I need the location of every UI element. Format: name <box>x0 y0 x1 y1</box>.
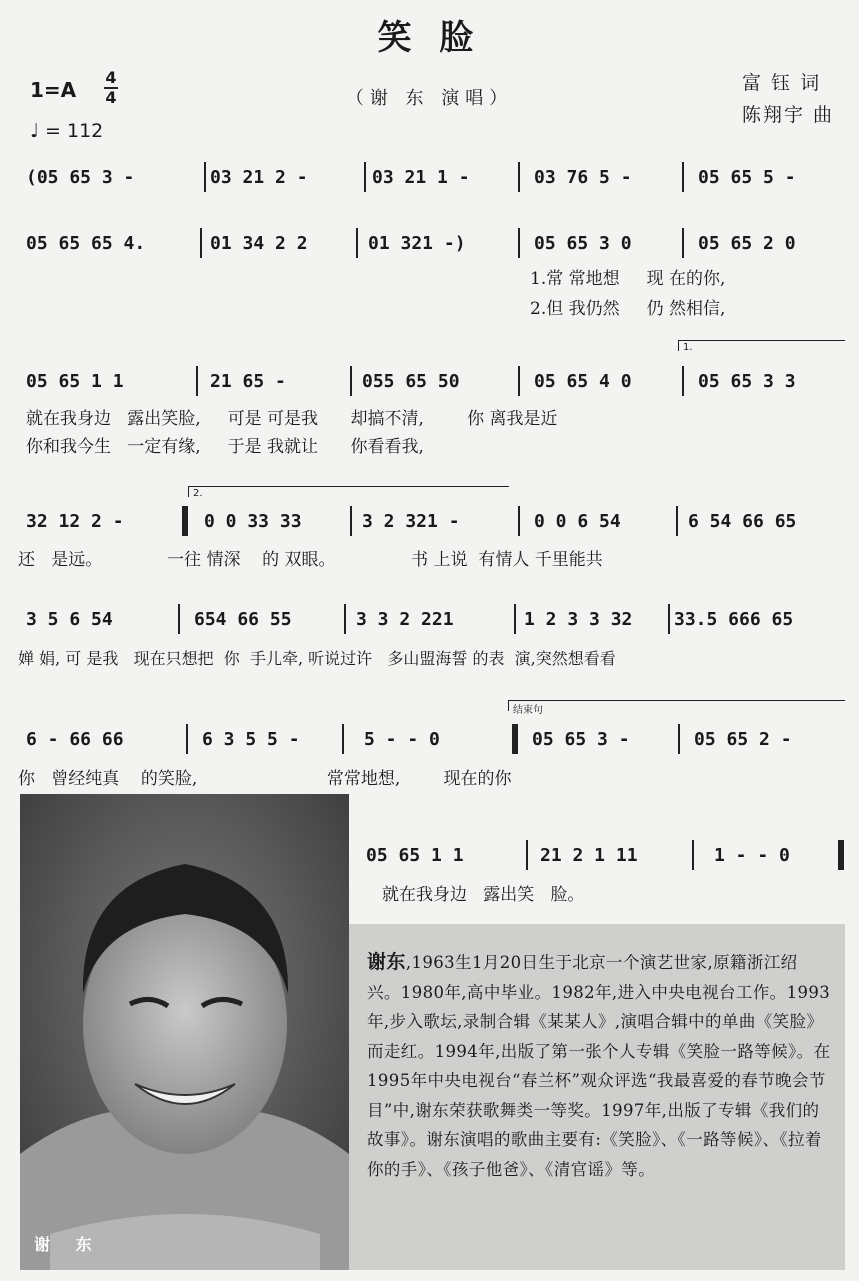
measure: 33.5 666 65 <box>674 608 794 630</box>
score-row <box>18 162 842 192</box>
measure: 21 65 - <box>210 370 286 392</box>
measure: 05 65 3 3 <box>698 370 796 392</box>
singer-credit: （谢 东 演唱） <box>345 88 514 109</box>
measure: 05 65 65 4. <box>26 232 146 254</box>
measure: 654 66 55 <box>194 608 292 630</box>
measure: 3 2 321 - <box>362 510 460 532</box>
quarter-note-icon: ♩ <box>30 120 39 142</box>
measure: 6 - 66 66 <box>26 728 124 750</box>
lyric-line: 你和我今生 一定有缘, 于是 我就让 你看看我, <box>26 437 424 457</box>
measure: 0 0 6 54 <box>534 510 621 532</box>
lyric-line: 1.常 常地想 现 在的你, <box>530 269 726 289</box>
composer-credit: 陈翔宇 曲 <box>742 104 835 126</box>
measure: 03 76 5 - <box>534 166 632 188</box>
measure: 03 21 1 - <box>372 166 470 188</box>
score-row <box>360 840 850 870</box>
time-signature: 4 4 <box>105 68 117 107</box>
measure: 21 2 1 11 <box>540 844 638 866</box>
measure: 5 - - 0 <box>364 728 440 750</box>
measure: 01 321 -) <box>368 232 466 254</box>
ending-bracket: 结束句 <box>508 700 845 711</box>
lyric-line: 还 是远。 一往 情深 的 双眼。 书 上说 有情人 千里能共 <box>18 550 603 570</box>
volta-bracket: 1. <box>678 340 845 351</box>
key-signature: 1=A <box>30 78 77 102</box>
lyric-line: 你 曾经纯真 的笑脸, 常常地想, 现在的你 <box>18 769 512 789</box>
volta-bracket: 2. <box>188 486 509 497</box>
measure: 03 21 2 - <box>210 166 308 188</box>
measure: 1 2 3 3 32 <box>524 608 633 630</box>
score-row <box>18 724 842 754</box>
singer-photo <box>20 794 349 1270</box>
measure: 05 65 1 1 <box>26 370 124 392</box>
score-row <box>18 366 842 396</box>
measure: 05 65 5 - <box>698 166 796 188</box>
measure: 6 3 5 5 - <box>202 728 300 750</box>
measure: 6 54 66 65 <box>688 510 797 532</box>
photo-caption: 谢 东 <box>34 1235 102 1254</box>
measure: 01 34 2 2 <box>210 232 308 254</box>
score-row <box>18 506 842 536</box>
measure: 05 65 2 0 <box>698 232 796 254</box>
biography-box <box>349 924 845 1270</box>
measure: 055 65 50 <box>362 370 460 392</box>
measure: 05 65 1 1 <box>366 844 464 866</box>
measure: 05 65 4 0 <box>534 370 632 392</box>
lyric-line: 就在我身边 露出笑脸, 可是 可是我 却搞不清, 你 离我是近 <box>26 409 558 429</box>
measure: (05 65 3 - <box>26 166 135 188</box>
measure: 3 5 6 54 <box>26 608 113 630</box>
song-title: 笑 脸 <box>377 18 482 58</box>
measure: 3 3 2 221 <box>356 608 454 630</box>
measure: 0 0 33 33 <box>204 510 302 532</box>
measure: 1 - - 0 <box>714 844 790 866</box>
measure: 05 65 3 0 <box>534 232 632 254</box>
tempo-marking: ♩ = 112 <box>30 120 104 142</box>
measure: 05 65 3 - <box>532 728 630 750</box>
measure: 32 12 2 - <box>26 510 124 532</box>
score-row <box>18 228 842 258</box>
portrait-image <box>20 794 349 1270</box>
lyric-line: 婵 娟, 可 是我 现在只想把 你 手儿牵, 听说过许 多山盟海誓 的表 演,突然想看看 <box>18 649 616 668</box>
biography-name: 谢东 <box>367 951 406 973</box>
lyricist-credit: 富 钰 词 <box>742 72 822 94</box>
score-row <box>18 604 842 634</box>
lyric-line: 2.但 我仍然 仍 然相信, <box>530 299 726 319</box>
measure: 05 65 2 - <box>694 728 792 750</box>
lyric-line: 就在我身边 露出笑 脸。 <box>382 885 585 905</box>
biography-text: 谢东,1963生1月20日生于北京一个演艺世家,原籍浙江绍兴。1980年,高中毕业。1982年,进入中央电视台工作。1993年,步入歌坛,录制合辑《某某人》,演唱合辑中的单曲《笑脸》而走红。1994年,出版了第一张个人专辑《笑脸一路等候》。在1995年中央电视台“春兰杯”观众评选“我最喜爱的春节晚会节目”中,谢东荣获歌舞类一等奖。1997年,出版了专辑《我们的故事》。谢东演唱的歌曲主要有:《笑脸》、《一路等候》、《拉着你的手》、《孩子他爸》、《清官谣》等。 <box>367 951 831 1179</box>
